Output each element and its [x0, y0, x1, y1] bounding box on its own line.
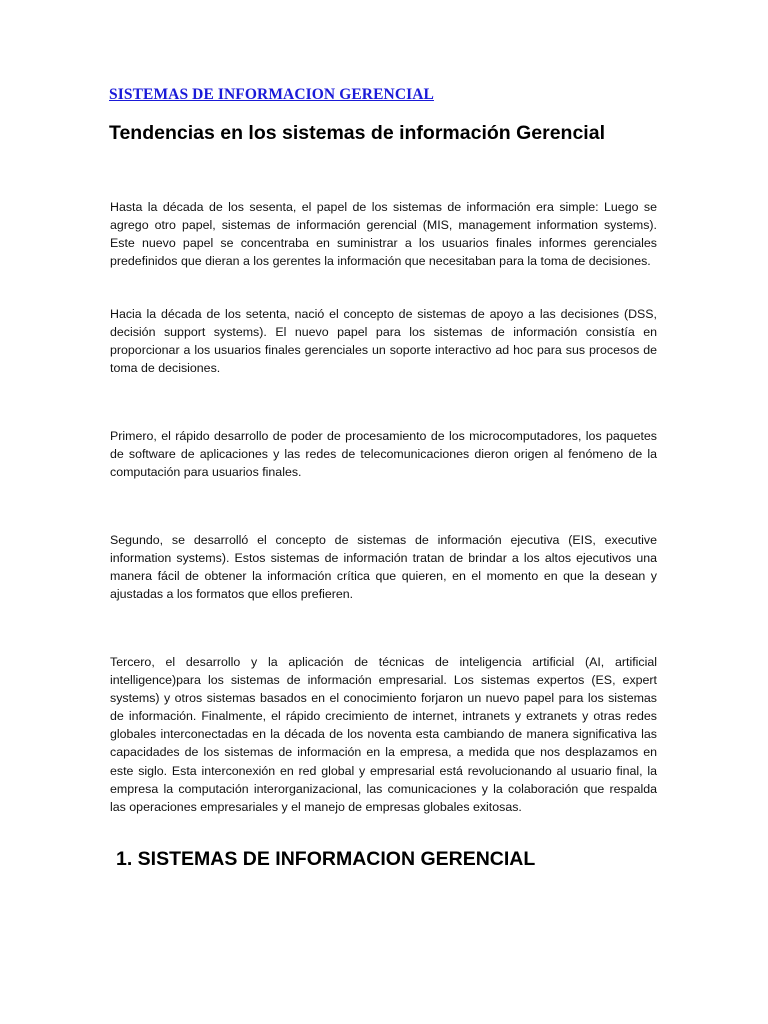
paragraph-tercero: Tercero, el desarrollo y la aplicación de técnicas de inteligencia artificial (AI, artificial intelligence)para los sistemas de información empresarial. Los sistemas expertos (ES, expert systems) y otros sistemas basados en el conocimiento forjaron un nuevo papel para los sistemas de información. Finalmente, el rápido crecimiento de internet, intranets y extranets y otras redes globales interconectadas en la década de los noventa esta cambiando de manera significativa las capacidades de los sistemas de información en la empresa, a medida que nos desplazamos en este siglo. Esta interconexión en red global y empresarial está revolucionando al usuario final, la empresa la computación interorganizacional, las comunicaciones y la colaboración que respalda las operaciones empresariales y el manejo de empresas globales exitosas.: [110, 655, 657, 814]
paragraph-setenta: Hacia la década de los setenta, nació el concepto de sistemas de apoyo a las decisiones (DSS, decisión support systems). El nuevo papel para los sistemas de información consistía en proporcionar a los usuarios finales gerenciales un soporte interactivo ad hoc para sus procesos de toma de decisiones.: [110, 307, 657, 376]
document-title: Tendencias en los sistemas de información Gerencial: [109, 122, 605, 144]
paragraph-segundo: Segundo, se desarrolló el concepto de sistemas de información ejecutiva (EIS, executive information systems). Estos sistemas de información tratan de brindar a los altos ejecutivos una manera fácil de obtener la información crítica que quieren, en el momento en que la desean y ajustadas a los formatos que ellos prefieren.: [110, 533, 657, 602]
paragraph-sesenta: Hasta la década de los sesenta, el papel de los sistemas de información era simple: Luego se agrego otro papel, sistemas de información gerencial (MIS, management information systems). Este nuevo papel se concentraba en suministrar a los usuarios finales informes gerenciales predefinidos que dieran a los gerentes la información que necesitaban para la toma de decisiones.: [110, 200, 657, 269]
paragraph-primero: Primero, el rápido desarrollo de poder de procesamiento de los microcomputadores, los paquetes de software de aplicaciones y las redes de telecomunicaciones dieron origen al fenómeno de la computación para usuarios finales.: [110, 429, 657, 480]
section-heading: 1. SISTEMAS DE INFORMACION GERENCIAL: [116, 848, 536, 870]
document-top-link[interactable]: SISTEMAS DE INFORMACION GERENCIAL: [109, 86, 434, 103]
